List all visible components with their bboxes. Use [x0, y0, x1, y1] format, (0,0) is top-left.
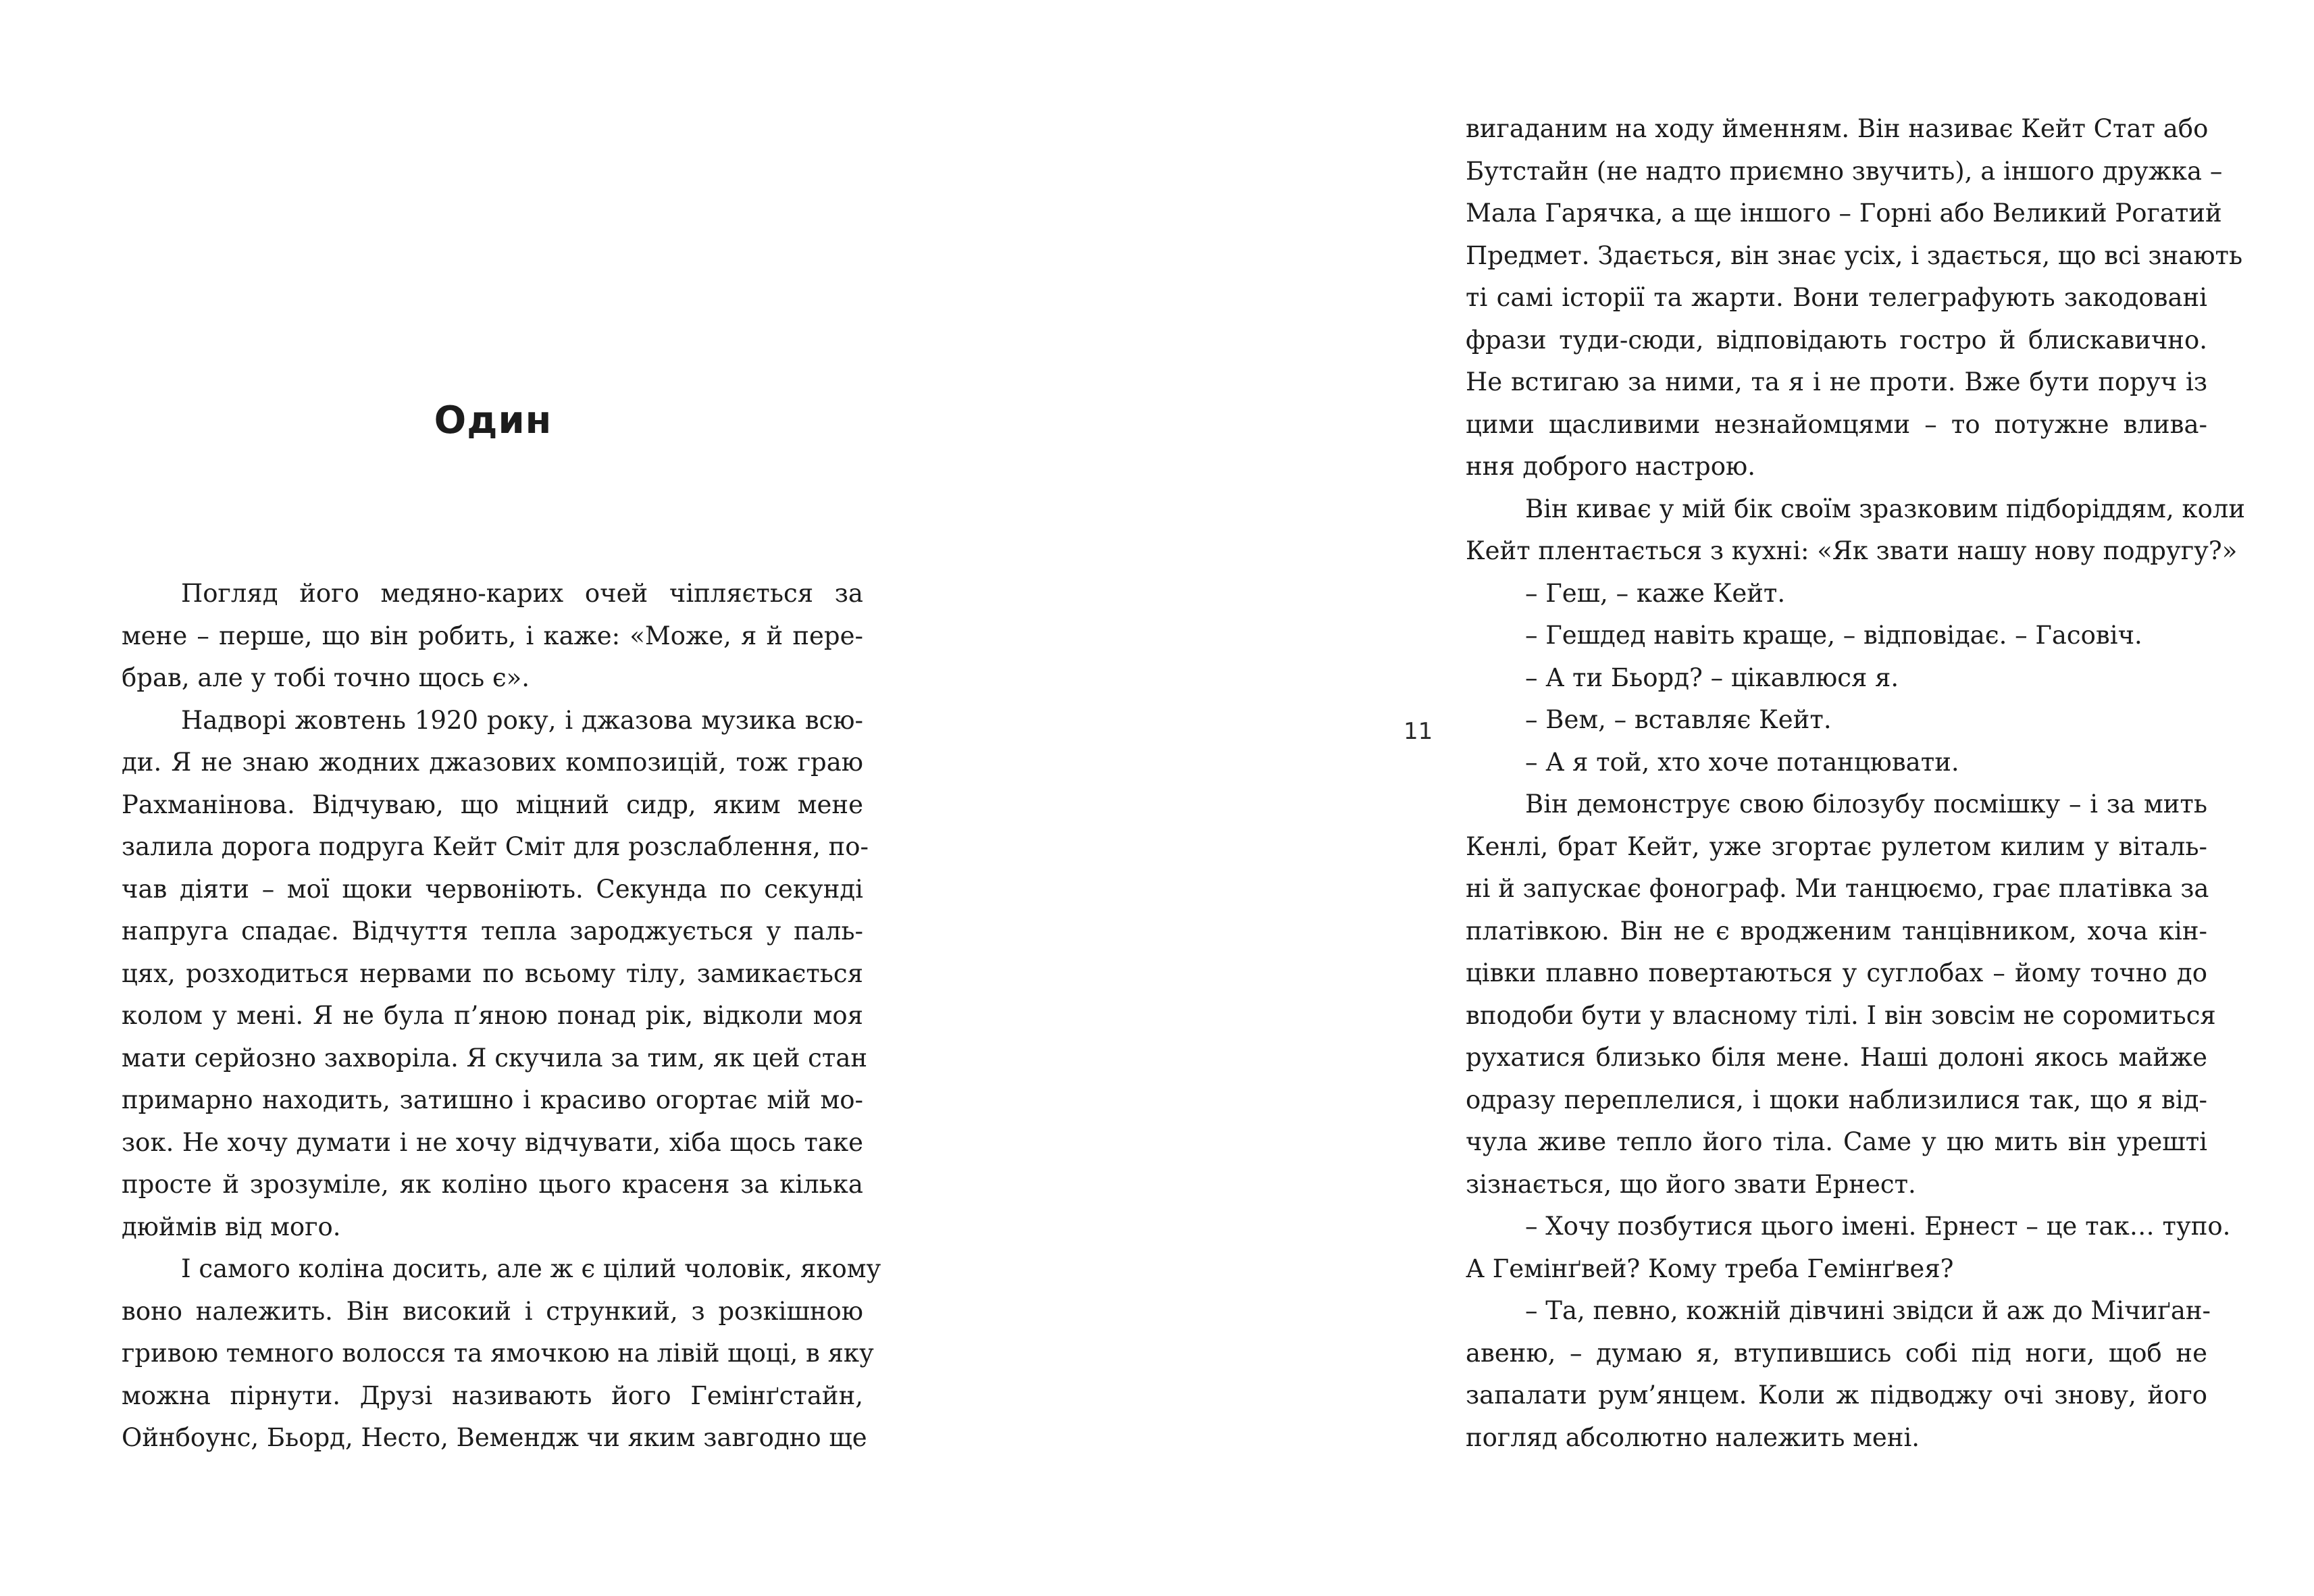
text-line: Предмет. Здається, він знає усіх, і здається, що всі знають [1466, 240, 2243, 270]
text-line: – А я той, хто хоче потанцювати. [1525, 747, 1959, 777]
left-page-text [122, 573, 881, 1460]
text-line: ння доброго настрою. [1466, 452, 1755, 481]
text-line: Він демонструє свою білозубу посмішку – і за мить [1525, 790, 2207, 819]
text-line: чав діяти – мої щоки червоніють. Секунда по секунді [122, 874, 863, 904]
text-line: – Хочу позбутися цього імені. Ернест – це так… тупо. [1525, 1212, 2231, 1241]
text-line: цівки плавно повертаються у суглобах – йому точно до [1466, 958, 2207, 987]
text-line: – Геш, – каже Кейт. [1525, 578, 1786, 608]
text-line: вподоби бути у власному тілі. І він зовсім не соромиться [1466, 1000, 2216, 1030]
text-line: Надворі жовтень 1920 року, і джазова музика всю- [181, 705, 863, 735]
text-line: ні й запускає фонограф. Ми танцюємо, грає платівка за [1466, 874, 2209, 903]
text-line: мати серйозно захворіла. Я скучила за тим, як цей стан [122, 1043, 868, 1073]
text-line: Кейт плентається з кухні: «Як звати нашу нову подругу?» [1466, 536, 2238, 565]
text-line: воно належить. Він високий і стрункий, з розкішною [122, 1296, 863, 1326]
text-line: рухатися близько біля мене. Наші долоні якось майже [1466, 1043, 2207, 1072]
text-line: І самого коліна досить, але ж є цілий чоловік, якому [181, 1254, 881, 1283]
text-line: просте й зрозуміле, як коліно цього красеня за кілька [122, 1170, 863, 1199]
page-number: 11 [1404, 718, 1433, 745]
chapter-title: Один [434, 398, 552, 442]
text-line: зок. Не хочу думати і не хочу відчувати, хіба щось таке [122, 1127, 863, 1157]
text-line: фрази туди-сюди, відповідають гостро й блискавично. [1466, 325, 2207, 355]
text-line: запалати рум’янцем. Коли ж підводжу очі знову, його [1466, 1381, 2207, 1410]
text-line: колом у мені. Я не була п’яною понад рік, відколи моя [122, 1001, 863, 1030]
text-line: чула живе тепло його тіла. Саме у цю мить він урешті [1466, 1127, 2207, 1156]
text-line: цях, розходиться нервами по всьому тілу, замикається [122, 958, 863, 988]
text-line: мене – перше, що він робить, і каже: «Може, я й пере- [122, 621, 863, 650]
text-line: залила дорога подруга Кейт Сміт для розслаблення, по- [122, 832, 869, 861]
text-line: Не встигаю за ними, та я і не проти. Вже бути поруч із [1466, 367, 2207, 396]
text-line: можна пірнути. Друзі називають його Гемінґстайн, [122, 1381, 863, 1410]
right-page-text [1466, 108, 2246, 1459]
text-line: Він киває у мій бік своїм зразковим підборіддям, коли [1525, 494, 2246, 523]
text-line: А Гемінґвей? Кому треба Гемінґвея? [1466, 1254, 1954, 1283]
text-line: гривою темного волосся та ямочкою на лівій щоці, в яку [122, 1339, 874, 1368]
text-line: вигаданим на ходу йменням. Він називає Кейт Стат або [1466, 114, 2209, 143]
text-line: зізнається, що його звати Ернест. [1466, 1169, 1916, 1199]
text-line: Мала Гарячка, а ще іншого – Горні або Великий Рогатий [1466, 199, 2222, 228]
text-line: Погляд його медяно-карих очей чіпляється за [181, 579, 863, 608]
text-line: погляд абсолютно належить мені. [1466, 1422, 1920, 1452]
text-line: Бутстайн (не надто приємно звучить), а іншого дружка – [1466, 156, 2223, 186]
text-line: ди. Я не знаю жодних джазових композицій, тож граю [122, 748, 863, 777]
text-line: платівкою. Він не є вродженим танцівником, хоча кін- [1466, 916, 2207, 946]
text-line: ті самі історії та жарти. Вони телеграфують закодовані [1466, 283, 2207, 312]
text-line: брав, але у тобі точно щось є». [122, 663, 530, 692]
text-line: напруга спадає. Відчуття тепла зароджується у паль- [122, 917, 863, 946]
text-line: цими щасливими незнайомцями – то потужне влива- [1466, 409, 2207, 439]
text-line: Рахманінова. Відчуваю, що міцний сидр, яким мене [122, 790, 863, 819]
text-line: – А ти Бьорд? – цікавлюся я. [1525, 663, 1899, 692]
text-line: авеню, – думаю я, втупившись собі під ноги, щоб не [1466, 1338, 2207, 1368]
text-line: – Вем, – вставляє Кейт. [1525, 705, 1832, 734]
text-line: одразу переплелися, і щоки наблизилися так, що я від- [1466, 1085, 2207, 1114]
text-line: Ойнбоунс, Бьорд, Несто, Вемендж чи яким завгодно ще [122, 1423, 867, 1452]
text-line: – Та, певно, кожній дівчині звідси й аж до Мічиґан- [1525, 1296, 2211, 1325]
text-line: – Гешдед навіть краще, – відповідає. – Гасовіч. [1525, 621, 2142, 650]
text-line: дюймів від мого. [122, 1212, 341, 1241]
text-line: Кенлі, брат Кейт, уже згортає рулетом килим у віталь- [1466, 831, 2207, 861]
text-line: примарно находить, затишно і красиво огортає мій мо- [122, 1085, 863, 1114]
